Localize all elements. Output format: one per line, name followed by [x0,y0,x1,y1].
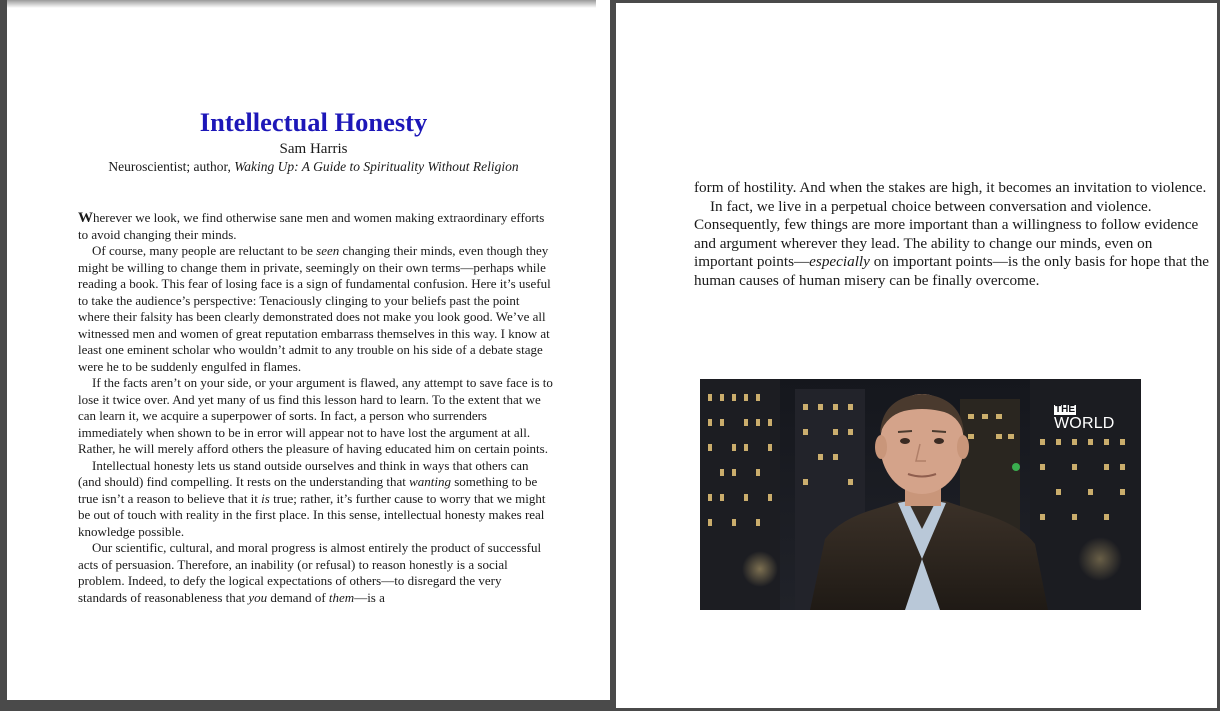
affiliation-prefix: Neuroscientist; author, [108,159,235,174]
article-title: Intellectual Honesty [199,107,428,137]
paragraph-2-text-a: Of course, many people are reluctant to be [92,243,317,258]
paragraph-3-text: If the facts aren’t on your side, or your argument is flawed, any attempt to save face is to lose it twice over. And yet many of us find this lesson hard to learn. To the extent that we can learn it, we acquire a superpower of sorts. In fact, a person who surrenders immediately when shown to be in error will appear not to have lost the argument at all. Rather, he will merely afford others the pleasure of having educated him on certain points. [78,375,553,456]
article-body [78,210,553,606]
paragraph-5-text-b: demand of [267,589,329,605]
paragraph-4-text-a: Intellectual honesty lets us stand outside ourselves and think in ways that others can (and should) find compelling. It rests on the understanding that [78,457,529,489]
author-affiliation [7,158,610,175]
paragraph-4-emphasis-b: is [261,490,270,506]
paragraph-7 [694,198,1214,291]
article-body-continued [694,179,1214,291]
logo-world: WORLD [1054,415,1115,432]
paragraph-4 [78,458,553,541]
paragraph-4-emphasis-a: wanting [409,474,451,489]
paragraph-3 [78,375,553,458]
paragraph-4-text-b: something to be true isn’t a reason to believe that it [78,474,538,506]
paragraph-6 [694,179,1214,198]
affiliation-book-title: Waking Up: A Guide to Spirituality Without Religion [234,159,519,174]
paragraph-7-text-b: on important points—is the only basis for hope that the human causes of human misery can be finally overcome. [694,253,1210,289]
paragraph-2-text-b: changing their minds, even though they might be willing to change them in private, seemingly on their own terms—perhaps while reading a book. This fear of losing face is a sign of fundamental confusion. Here it’s useful to take the audience’s perspective: Tenaciously clinging to your beliefs past the point where their falsity has been clearly demonstrated does not make you look good. We’ve all witnessed men and women of great reputation embarrass themselves in this way. I know at least one eminent scholar who wouldn’t admit to any trouble on his side of a debate stage were he to be suddenly engulfed in flames. [78,243,551,374]
paragraph-1-text: herever we look, we find otherwise sane men and women making extraordinary efforts to avoid changing their minds. [78,210,545,242]
author-name: Sam Harris [279,141,348,157]
paragraph-2 [78,243,553,375]
logo-the: THE [1055,404,1075,415]
paragraph-5-text-a: Our scientific, cultural, and moral progress is almost entirely the product of successful acts of persuasion. Therefore, an inability (or refusal) to reason honestly is a social problem. Indeed, to defy the logical expectations of others—to disregard the very standards of reasonableness that [78,540,542,605]
paragraph-1 [78,210,553,243]
paragraph-6-text: form of hostility. And when the stakes are high, it becomes an invitation to violence. [694,179,1207,196]
drop-cap: W [78,210,93,226]
paragraph-5-text-c: —is a [354,589,385,605]
paragraph-7-text-a: In fact, we live in a perpetual choice between conversation and violence. Consequently, few things are more important than a willingness to follow evidence and argument wherever they lead. The ability to change our minds, even on important points— [694,197,1199,271]
page-top-shadow [7,0,596,8]
left-page [7,0,610,700]
paragraph-5 [78,540,553,606]
right-page [616,3,1217,708]
paragraph-7-emphasis: especially [809,253,870,271]
paragraph-5-emphasis-a: you [248,589,268,605]
video-still-image [700,379,1141,610]
paragraph-5-emphasis-b: them [328,589,355,605]
paragraph-2-emphasis: seen [316,243,340,258]
paragraph-4-text-c: true; rather, it’s further cause to worry that we might be out of touch with reality in the first place. In this sense, intellectual honesty makes real knowledge possible. [78,490,546,539]
the-world-logo [1054,400,1115,432]
